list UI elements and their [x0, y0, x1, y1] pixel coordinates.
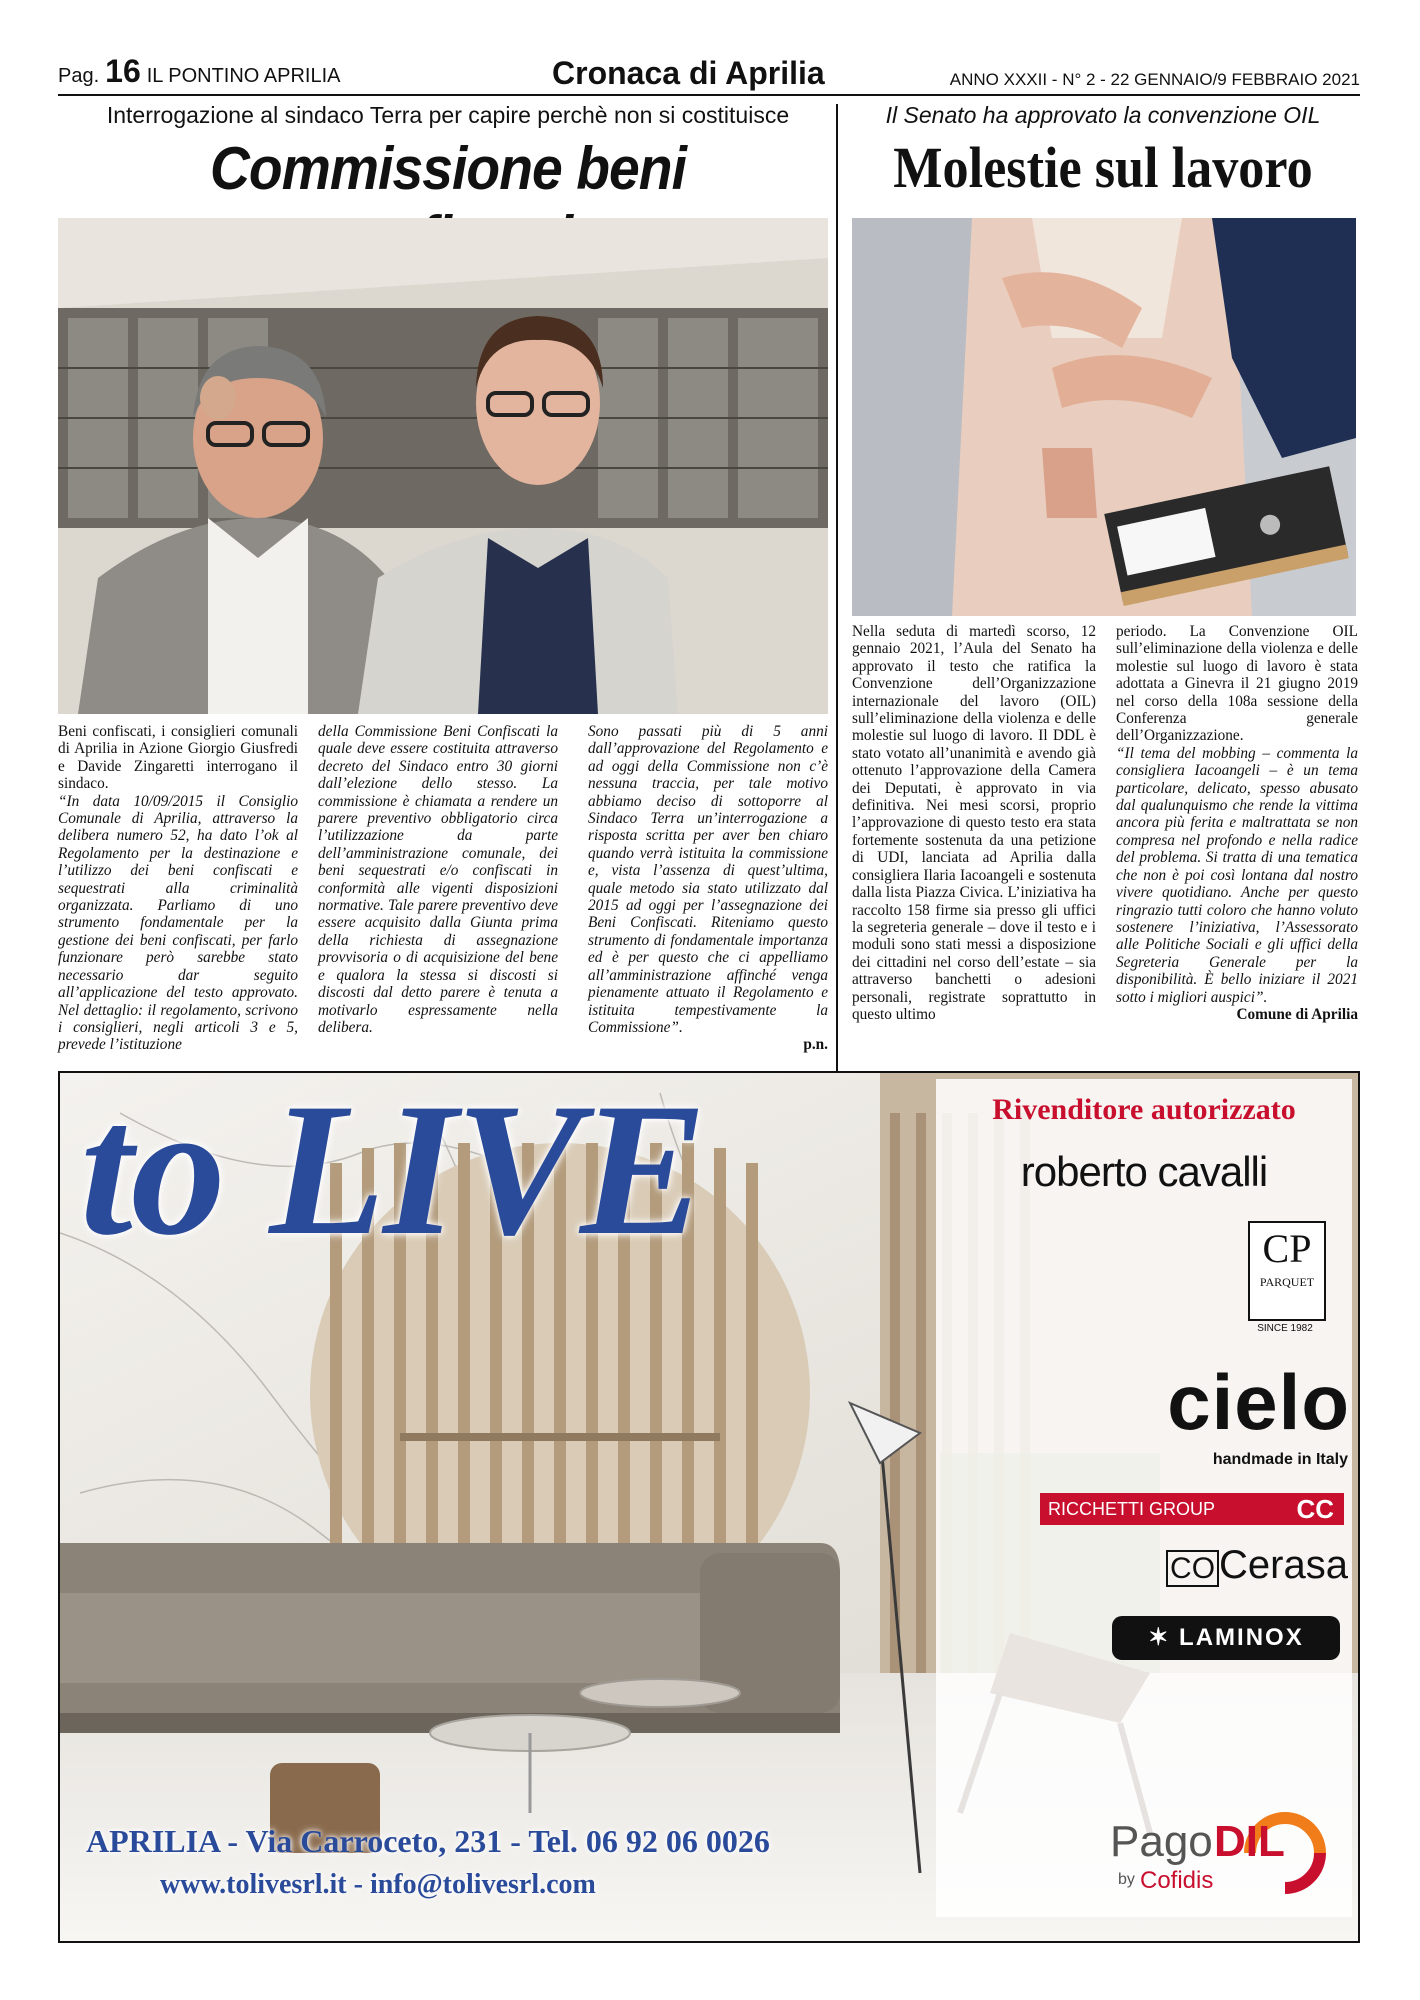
left-article-column-3: [588, 723, 828, 1054]
left-article-quote-start: “In data 10/09/2015 il Consiglio Comunale di Aprilia, attraverso la delibera numero 52, ha dato l’ok al Regolamento per la destinazione e l’utilizzo dei beni confiscati e sequestrati alla criminalità organizzata. Parliamo di uno strumento fondamentale per la gestione dei beni confiscati, per farlo funzionare però sarebbe stato necessario dar seguito all’applicazione del testo approvato. Nel dettaglio: il regolamento, scrivono i consiglieri, negli articoli 3 e 5, prevede l’istituzione: [58, 792, 298, 1054]
laminox-label: LAMINOX: [1179, 1624, 1304, 1651]
tolive-logo: to LIVE: [80, 1071, 705, 1275]
laminox-star-icon: ✶: [1148, 1624, 1180, 1651]
right-article-signature: Comune di Aprilia: [1236, 1005, 1358, 1023]
brand-cielo: cielo: [1167, 1358, 1350, 1446]
pago-label: Pago: [1110, 1817, 1213, 1866]
cielo-tagline: handmade in Italy: [1212, 1451, 1348, 1468]
by-label: by: [1118, 1871, 1135, 1888]
left-article-signature: p.n.: [803, 1036, 828, 1054]
page-number: 16: [105, 53, 141, 89]
ricchetti-mark: CC: [1296, 1494, 1334, 1524]
column-divider: [836, 104, 838, 1094]
brand-ricchetti-group: [1040, 1493, 1344, 1525]
left-article-column-2: [318, 723, 558, 1036]
left-article-quote-end: Sono passati più di 5 anni dall’approvazione del Regolamento e ad oggi della Commissione non c’è nessuna traccia, per tale motivo abbiamo deciso di sottoporre al Sindaco Terra un’interrogazione a risposta scritta per aver ben chiaro quando verrà istituita la commissione e, vista l’assenza di quest’ultima, quale metodo sia stato utilizzato dal 2015 ad oggi per l’assegnazione dei Beni Confiscati. Riteniamo questo strumento di fondamentale importanza ed è per questo che ci appelliamo all’amministrazione affinché venga pienamente attuato il Regolamento e istituita tempestivamente la Commissione”.: [588, 723, 828, 1036]
store-address: APRILIA - Via Carroceto, 231 - Tel. 06 92 06 0026: [86, 1823, 770, 1859]
brand-cerasa: [1160, 1543, 1348, 1588]
tolive-advertisement: [58, 1071, 1360, 1943]
cerasa-mark: CO: [1166, 1550, 1219, 1587]
dil-label: DIL: [1214, 1817, 1285, 1866]
right-article-kicker: Il Senato ha approvato la convenzione OIL: [885, 102, 1321, 128]
brand-laminox: [1112, 1616, 1340, 1660]
cp-since: SINCE 1982: [1257, 1323, 1313, 1334]
left-article-intro: Beni confiscati, i consiglieri comunali di Aprilia in Azione Giorgio Giusfredi e Davide Zingaretti interrogano il sindaco.: [58, 723, 298, 793]
header-left: [58, 53, 341, 90]
ricchetti-label: RICCHETTI GROUP: [1048, 1499, 1216, 1519]
left-article-quote-middle: della Commissione Beni Confiscati la quale deve essere costituita attraverso decreto del Sindaco entro 30 giorni dall’elezione dello stesso. La commissione è chiamata a rendere un parere preventivo obbligatorio circa l’utilizzazione da parte dell’amministrazione comunale, dei beni sequestrati e/o confiscati in conformità alle vigenti disposizioni normative. Tale parere preventivo deve essere acquisito dalla Giunta prima della richiesta di assegnazione provvisoria o di acquisizione del bene e qualora la stessa si discosti si discosti dal detto parere è tenuta a motivarlo espressamente nella delibera.: [318, 723, 558, 1036]
brand-cp-parquet: [1248, 1221, 1326, 1321]
right-article-column-2: [1116, 623, 1358, 1023]
harassment-photo-illustration: [852, 218, 1356, 616]
councillors-photo: [58, 218, 828, 714]
harassment-photo: [852, 218, 1356, 616]
cerasa-label: Cerasa: [1219, 1543, 1348, 1587]
cp-mark: CP: [1262, 1226, 1312, 1271]
brand-roberto-cavalli: roberto cavalli: [1020, 1148, 1268, 1195]
right-article-column-1: [852, 623, 1096, 1023]
dealer-label: Rivenditore autorizzato: [992, 1093, 1296, 1126]
issue-info: ANNO XXXII - N° 2 - 22 GENNAIO/9 FEBBRAIO 2021: [949, 70, 1360, 89]
right-article-title: Molestie sul lavoro: [893, 135, 1313, 200]
left-article-kicker: Interrogazione al sindaco Terra per capire perchè non si costituisce: [106, 102, 790, 128]
cp-name: PARQUET: [1259, 1275, 1315, 1289]
pagodil-logo: [1110, 1803, 1340, 1903]
right-article-quote: “Il tema del mobbing – commenta la consigliera Iacoangeli – è un tema particolare, delicato, spesso abusato dal qualunquismo che rende la vittima ancora più ferita e maltrattata se non compresa nel profondo e nella radice del problema. Si tratta di una tematica che non è poi così lontana dal nostro vivere quotidiano. Anche per questo ringrazio tutti coloro che hanno voluto sostenere l’iniziativa, l’Assessorato alle Politiche Sociali e gli uffici della Segreteria Generale per la disponibilità. È bello iniziare il 2021 sotto i migliori auspici”.: [1116, 744, 1358, 1006]
right-article-body-end: periodo. La Convenzione OIL sull’eliminazione della violenza e delle molestie sul luogo di lavoro è stata adottata a Ginevra il 21 giugno 2019 nel corso della 108a sessione della Conferenza generale dell’Organizzazione.: [1116, 623, 1358, 745]
left-article-column-1: [58, 723, 298, 1054]
right-article-body-start: Nella seduta di martedì scorso, 12 gennaio 2021, l’Aula del Senato ha approvato il testo che ratifica la Convenzione dell’Organizzazione internazionale del lavoro (OIL) sull’eliminazione della violenza e delle molestie sul luogo di lavoro. Il DDL è stato votato all’unanimità e avendo già ottenuto l’approvazione della Camera dei Deputati, è approvato in via definitiva. Nei mesi scorsi, proprio l’approvazione di questo testo era stata fortemente sostenuta da una petizione di UDI, lanciata ad Aprilia dalla consigliera Ilaria Iacoangeli e sostenuta dalla lista Piazza Civica. L’iniziativa ha raccolto 158 firme sia presso gli uffici la segreteria generale – dove il testo e i moduli sono stati messi a disposizione dei cittadini nel corso dell’estate – sia attraverso banchetti o adesioni personali, registrate soprattutto in questo ultimo: [852, 623, 1096, 1023]
publication-name: IL PONTINO APRILIA: [146, 65, 341, 87]
section-title: Cronaca di Aprilia: [552, 55, 825, 91]
left-article-title: Commissione beni: [209, 135, 687, 202]
page-header: [58, 53, 1360, 96]
page-label: Pag.: [58, 65, 100, 87]
cofidis-label: Cofidis: [1140, 1867, 1214, 1894]
store-web-contacts[interactable]: www.tolivesrl.it - info@tolivesrl.com: [160, 1869, 596, 1900]
councillors-photo-illustration: [58, 218, 828, 714]
